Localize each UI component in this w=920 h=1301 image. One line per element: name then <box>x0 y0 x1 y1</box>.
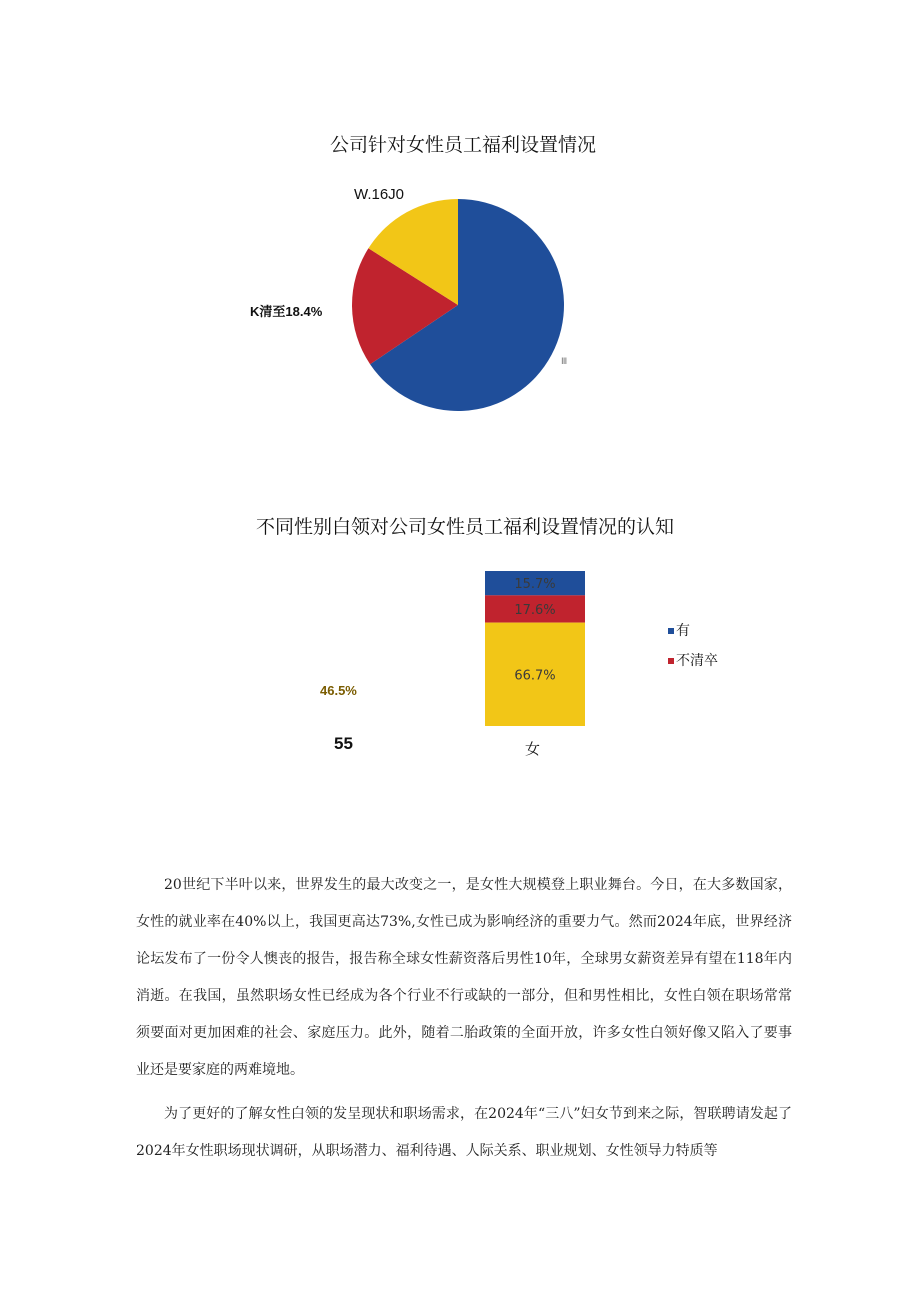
paragraph-2: 为了更好的了解女性白领的发呈现状和职场需求，在2024年“三八”妇女节到来之际，智联聘请发起了2024年女性职场现状调研，从职场潜力、福利待遇、人际关系、职业规划、女性领导力特质等 <box>136 1106 792 1159</box>
legend-label-blue: 有 <box>676 623 690 639</box>
paragraph-1: 20世纪下半叶以来，世界发生的最大改变之一，是女性大规模登上职业舞台。今日，在大多数国家，女性的就业率在40%以上，我国更高达73%,女性已成为影响经济的重要力气。然而2024年底，世界经济论坛发布了一份令人懊丧的报告，报告称全球女性薪资落后男性10年，全球男女薪资差异有望在118年内消逝。在我国，虽然职场女性已经成为各个行业不行或缺的一部分，但和男性相比，女性白领在职场常常须要面对更加困难的社会、家庭压力。此外，随着二胎政策的全面开放，许多女性白领好像又陷入了要事业还是要家庭的两难境地。 <box>136 877 792 1078</box>
legend-item-blue <box>668 620 690 640</box>
pie-label-blue: Ⅲ <box>561 357 568 367</box>
legend-swatch-red <box>668 658 674 664</box>
bar-chart-title: 不同性别白领对公司女性员工福利设置情况的认知 <box>256 516 675 538</box>
pie-label-red: K清至18.4% <box>250 304 323 319</box>
bar-category-right: 女 <box>525 740 541 758</box>
legend-swatch-blue <box>668 628 674 634</box>
legend-item-red <box>668 650 718 670</box>
bar-seg-yellow-label: 66.7% <box>514 668 556 684</box>
bar-seg-red-label: 17.6% <box>514 602 556 618</box>
body-text <box>136 867 792 1170</box>
pie-chart-title: 公司针对女性员工福利设置情况 <box>330 134 597 156</box>
legend-label-red: 不清卒 <box>676 653 718 669</box>
pie-label-yellow: W.16J0 <box>354 186 405 203</box>
bar-chart <box>480 568 590 733</box>
bar-orphan-value: 46.5% <box>320 683 357 698</box>
bar-category-left: 55 <box>334 734 353 753</box>
pie-chart <box>330 180 590 430</box>
bar-seg-blue-label: 15.7% <box>514 577 556 593</box>
